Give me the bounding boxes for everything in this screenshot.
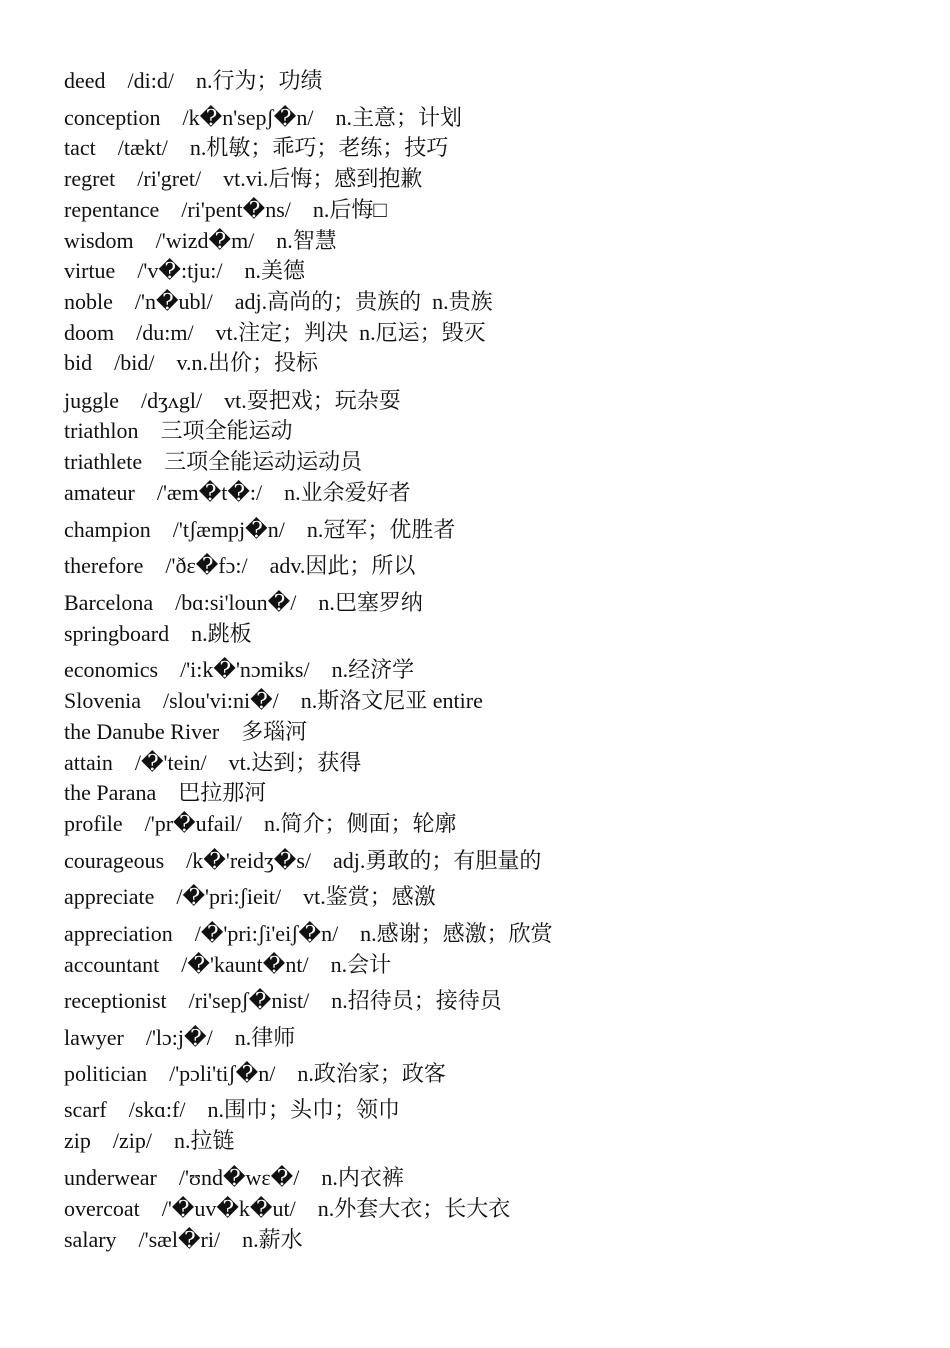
vocab-line: bid /bid/ v.n.出价；投标 (64, 350, 319, 375)
vocab-line: virtue /'v�:tju:/ n.美德 (64, 258, 306, 283)
vocab-line: lawyer /'lɔ:j�/ n.律师 (64, 1025, 296, 1050)
vocab-line: overcoat /'�uv�k�ut/ n.外套大衣；长大衣 (64, 1196, 511, 1221)
vocab-line: noble /'n�ubl/ adj.高尚的；贵族的 n.贵族 (64, 289, 493, 314)
vocab-line: attain /�'tein/ vt.达到；获得 (64, 750, 362, 775)
vocab-line: politician /'pɔli'tiʃ�n/ n.政治家；政客 (64, 1061, 446, 1086)
vocab-line: conception /k�n'sepʃ�n/ n.主意；计划 (64, 105, 462, 130)
vocab-line: doom /du:m/ vt.注定；判决 n.厄运；毁灭 (64, 320, 486, 345)
vocab-line: regret /ri'gret/ vt.vi.后悔；感到抱歉 (64, 166, 423, 191)
vocab-line: accountant /�'kaunt�nt/ n.会计 (64, 952, 392, 977)
vocab-line: repentance /ri'pent�ns/ n.后悔□ (64, 197, 387, 222)
vocab-line: triathlete 三项全能运动运动员 (64, 449, 363, 474)
vocab-line: profile /'pr�ufail/ n.简介；侧面；轮廓 (64, 811, 457, 836)
vocab-line: amateur /'æm�t�:/ n.业余爱好者 (64, 480, 411, 505)
vocab-line: zip /zip/ n.拉链 (64, 1128, 235, 1153)
vocab-line: therefore /'ðɛ�fɔ:/ adv.因此；所以 (64, 553, 416, 578)
vocab-line: scarf /skɑ:f/ n.围巾；头巾；领巾 (64, 1097, 400, 1122)
vocab-line: underwear /'ʊnd�wɛ�/ n.内衣裤 (64, 1165, 404, 1190)
vocab-line: the Parana 巴拉那河 (64, 780, 267, 805)
vocab-line: wisdom /'wizd�m/ n.智慧 (64, 228, 337, 253)
vocab-line: appreciate /�'pri:ʃieit/ vt.鉴赏；感激 (64, 884, 436, 909)
vocab-line: courageous /k�'reidʒ�s/ adj.勇敢的；有胆量的 (64, 848, 542, 873)
vocab-line: tact /tækt/ n.机敏；乖巧；老练；技巧 (64, 135, 449, 160)
vocab-line: salary /'sæl�ri/ n.薪水 (64, 1227, 303, 1252)
vocab-line: deed /di:d/ n.行为；功绩 (64, 68, 323, 93)
vocab-line: receptionist /ri'sepʃ�nist/ n.招待员；接待员 (64, 988, 502, 1013)
vocab-line: appreciation /�'pri:ʃi'eiʃ�n/ n.感谢；感激；欣赏 (64, 921, 553, 946)
vocab-line: Barcelona /bɑ:si'loun�/ n.巴塞罗纳 (64, 590, 423, 615)
vocab-line: triathlon 三项全能运动 (64, 418, 293, 443)
vocab-line: economics /'i:k�'nɔmiks/ n.经济学 (64, 657, 415, 682)
vocab-line: Slovenia /slou'vi:ni�/ n.斯洛文尼亚 entire (64, 688, 483, 713)
vocab-line: champion /'tʃæmpj�n/ n.冠军；优胜者 (64, 517, 456, 542)
vocab-line: the Danube River 多瑙河 (64, 719, 308, 744)
vocab-line: springboard n.跳板 (64, 621, 252, 646)
vocab-line: juggle /dʒʌgl/ vt.耍把戏；玩杂耍 (64, 388, 401, 413)
